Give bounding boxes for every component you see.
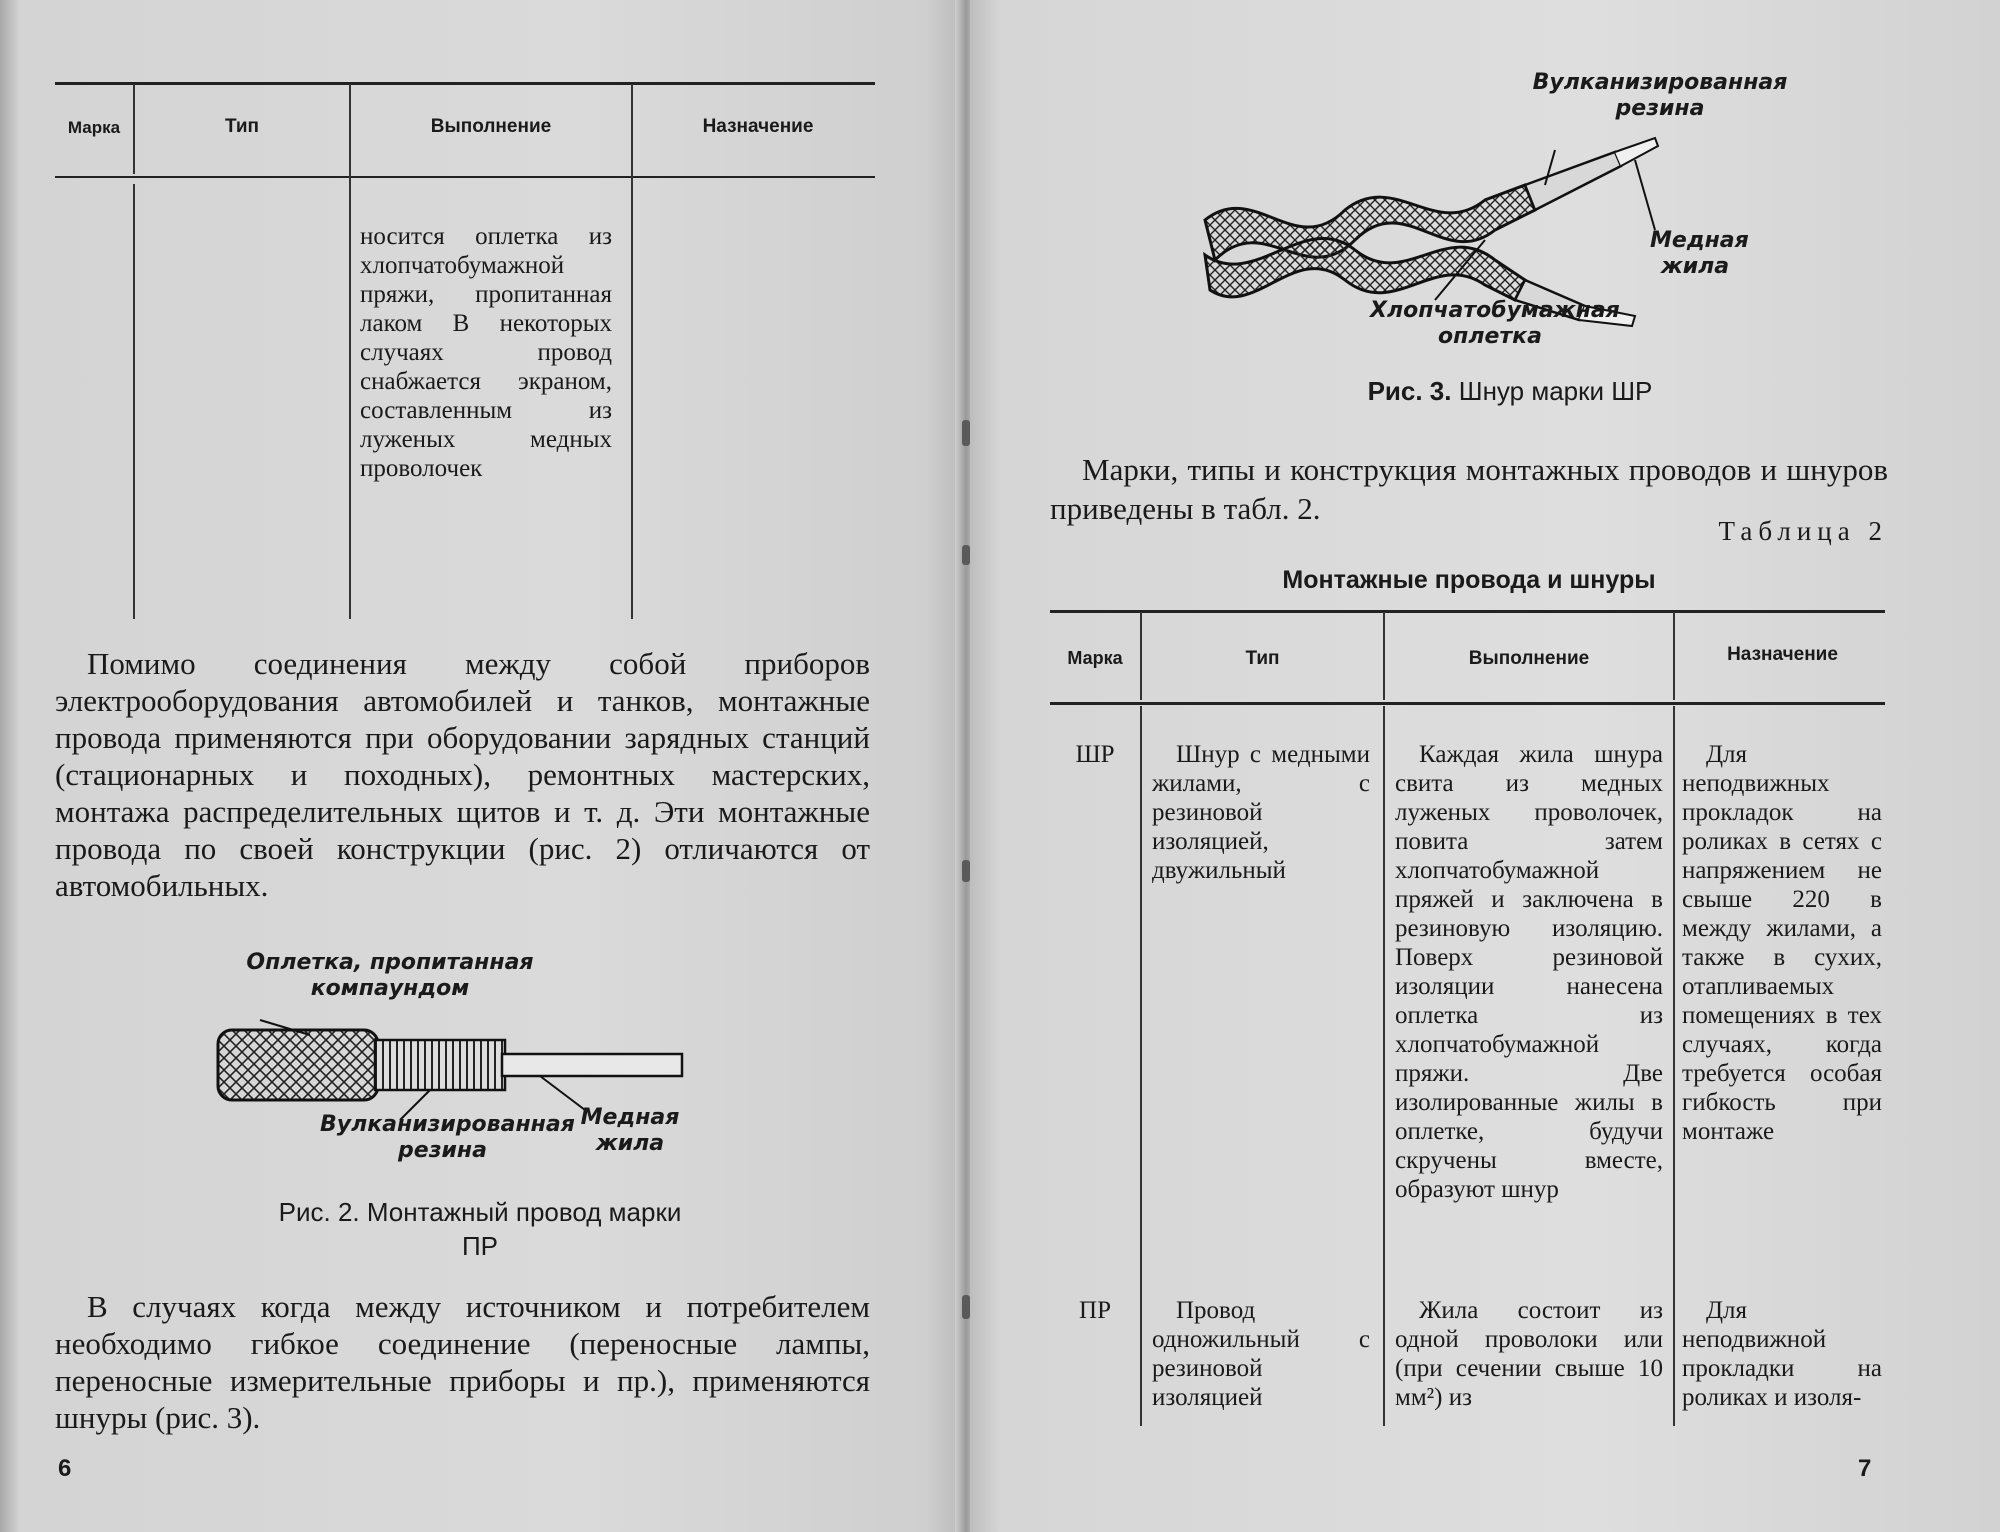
table-row-2-mark: ПР [1079, 1297, 1111, 1324]
table-row-1-execution: Каждая жила шнура свита из медных луженых проволочек, повита затем хлопчатобумажной пряжей и заключена в резиновую изоляцию. Поверх резиновой изоляции нанесена оплетка из хлопчатобумажной пряжи. Две изолированные жилы в оплетке, будучи скручены вместе, образуют шнур [1395, 741, 1663, 1203]
paragraph-1: Помимо соединения между собой приборов электрооборудования автомобилей и танков, монтажные провода применяются при оборудовании зарядных станций (стационарных и походных), ремонтных мастерских, монтажа распределительных щитов и т. д. Эти монтажные провода по своей конструкции (рис. 2) отличаются от автомобильных. [55, 646, 870, 903]
table-number-label: Таблица 2 [1718, 516, 1888, 546]
table-header-rule [1050, 702, 1885, 705]
col-divider [133, 184, 135, 619]
table-row-1-type: Шнур с медными жилами, с резиновой изоляцией, двужильный [1152, 741, 1370, 884]
header-purpose: Назначение [702, 116, 814, 137]
fig3-caption-prefix: Рис. 3. [1367, 376, 1452, 406]
right-page [970, 0, 2000, 1532]
binding-stitch [962, 860, 970, 882]
left-page [0, 0, 965, 1532]
fig2-caption: Рис. 2. Монтажный провод марки ПР [278, 1197, 682, 1261]
header-type: Тип [1245, 648, 1280, 669]
table-row-2-purpose: Для неподвижной прокладки на роликах и изоля- [1682, 1297, 1882, 1411]
table-top-rule [55, 82, 875, 85]
header-type: Тип [224, 116, 260, 137]
table-row-1-mark: ШР [1075, 741, 1115, 768]
fig3-label-rubber: Вулканизированная резина [1532, 70, 1788, 121]
binding-stitch [962, 1295, 970, 1319]
fig3-caption [1300, 376, 1720, 407]
col-divider [1140, 706, 1142, 1426]
binding-stitch [962, 420, 970, 446]
header-execution: Выполнение [430, 116, 552, 137]
paragraph-2: В случаях когда между источником и потребителем необходимо гибкое соединение (переносные лампы, переносные измерительные приборы и пр.), применяются шнуры (рис. 3). [55, 1289, 870, 1435]
fig3-label-core: Медная жила [1650, 228, 1749, 279]
table-top-rule [1050, 610, 1885, 613]
fig2-label-core: Медная жила [580, 1105, 680, 1156]
header-mark: Марка [67, 118, 121, 137]
fig2-label-rubber: Вулканизированная резина [320, 1112, 575, 1163]
fig3-label-braid: Хлопчатобумажная оплетка [1370, 298, 1620, 349]
binding-stitch [962, 545, 970, 565]
page-number-left: 6 [58, 1455, 72, 1482]
table-title: Монтажные провода и шнуры [1282, 566, 1656, 594]
col-divider [349, 84, 351, 619]
table-cell-execution-cont: носится оплетка из хлопчатобумажной пряжи, пропитанная лаком В некоторых случаях провод снабжается экраном, составленным из луженых медных проволочек [360, 223, 612, 482]
col-divider [1383, 706, 1385, 1426]
header-execution: Выполнение [1468, 648, 1590, 669]
table-intro: Марки, типы и конструкция монтажных проводов и шнуров приведены в табл. 2. [1050, 452, 1888, 526]
fig2-label-braid: Оплетка, пропитанная компаундом [246, 950, 534, 1001]
fig3-caption-text: Шнур марки ШР [1458, 376, 1653, 406]
col-divider [1673, 706, 1675, 1426]
table-row-2-type: Провод одножильный с резиновой изоляцией [1152, 1297, 1370, 1411]
col-divider [631, 84, 633, 619]
header-mark: Марка [1067, 648, 1123, 668]
header-purpose: Назначение [1727, 644, 1838, 665]
table-header-rule [55, 176, 875, 178]
page-number-right: 7 [1858, 1455, 1872, 1482]
table-row-1-purpose: Для неподвижных прокладок на роликах в сетях с напряжением не свыше 220 в между жилами, а также в сухих, отапливаемых помещениях в тех случаях, когда требуется особая гибкость при монтаже [1682, 741, 1882, 1145]
table-row-2-execution: Жила состоит из одной проволоки или (при сечении свыше 10 мм²) из [1395, 1297, 1663, 1411]
